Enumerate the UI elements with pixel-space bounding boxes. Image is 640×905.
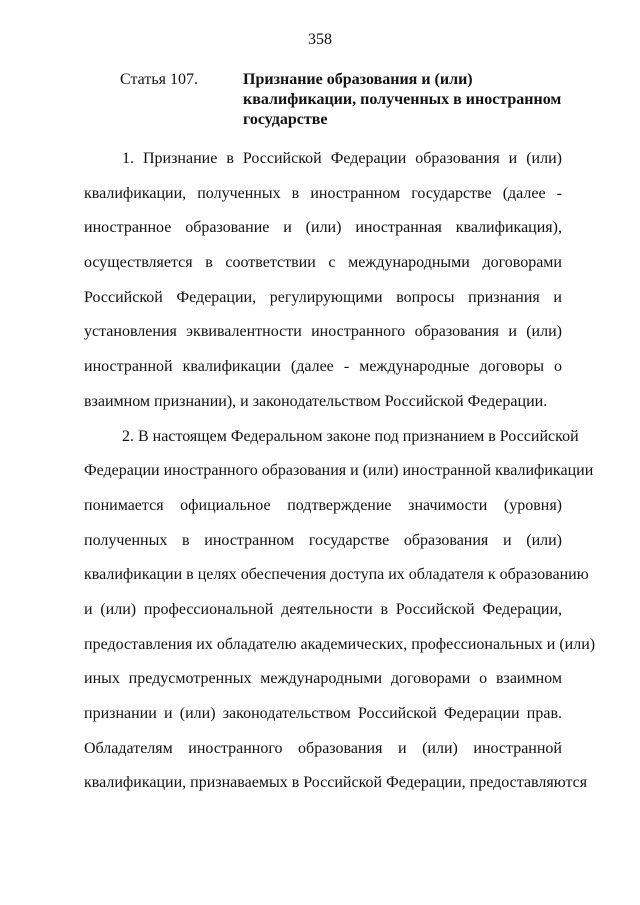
text-line: и (или) профессиональной деятельности в Российской Федерации, <box>84 600 562 618</box>
text-line: осуществляется в соответствии с международными договорами <box>84 254 562 272</box>
text-line: квалификации в целях обеспечения доступа их обладателя к образованию <box>84 566 589 584</box>
article-title-line: квалификации, полученных в иностранном <box>243 91 562 108</box>
text-line: Обладателям иностранного образования и (или) иностранной <box>84 739 562 757</box>
article-title <box>243 70 573 130</box>
text-line: Российской Федерации, регулирующими вопросы признания и <box>84 288 562 306</box>
text-line: предоставления их обладателю академических, профессиональных и (или) <box>84 635 596 653</box>
page-number: 358 <box>308 31 332 48</box>
text-line: Федерации иностранного образования и (или) иностранной квалификации <box>84 462 594 480</box>
text-line: 1. Признание в Российской Федерации образования и (или) <box>122 150 562 167</box>
text-line: полученных в иностранном государстве образования и (или) <box>84 531 562 549</box>
text-line: иностранной квалификации (далее - международные договоры о <box>84 358 562 376</box>
text-line: признании и (или) законодательством Российской Федерации прав. <box>84 705 562 722</box>
text-line: установления эквивалентности иностранного образования и (или) <box>84 323 562 341</box>
text-line: иностранное образование и (или) иностранная квалификация), <box>84 219 562 237</box>
text-line: взаимном признании), и законодательством Российской Федерации. <box>84 392 548 410</box>
text-line: квалификации, полученных в иностранном государстве (далее - <box>84 184 562 202</box>
article-body <box>84 142 596 801</box>
text-line: 2. В настоящем Федеральном законе под признанием в Российской <box>122 427 579 445</box>
paragraph-2 <box>84 420 596 802</box>
article-number: Статья 107. <box>120 71 198 88</box>
paragraph-1 <box>84 142 562 420</box>
text-line: понимается официальное подтверждение значимости (уровня) <box>84 496 562 514</box>
article-title-line: Признание образования и (или) <box>243 71 473 88</box>
article-title-line: государстве <box>243 111 328 128</box>
text-line: квалификации, признаваемых в Российской Федерации, предоставляются <box>84 774 588 792</box>
text-line: иных предусмотренных международными договорами о взаимном <box>84 670 562 688</box>
